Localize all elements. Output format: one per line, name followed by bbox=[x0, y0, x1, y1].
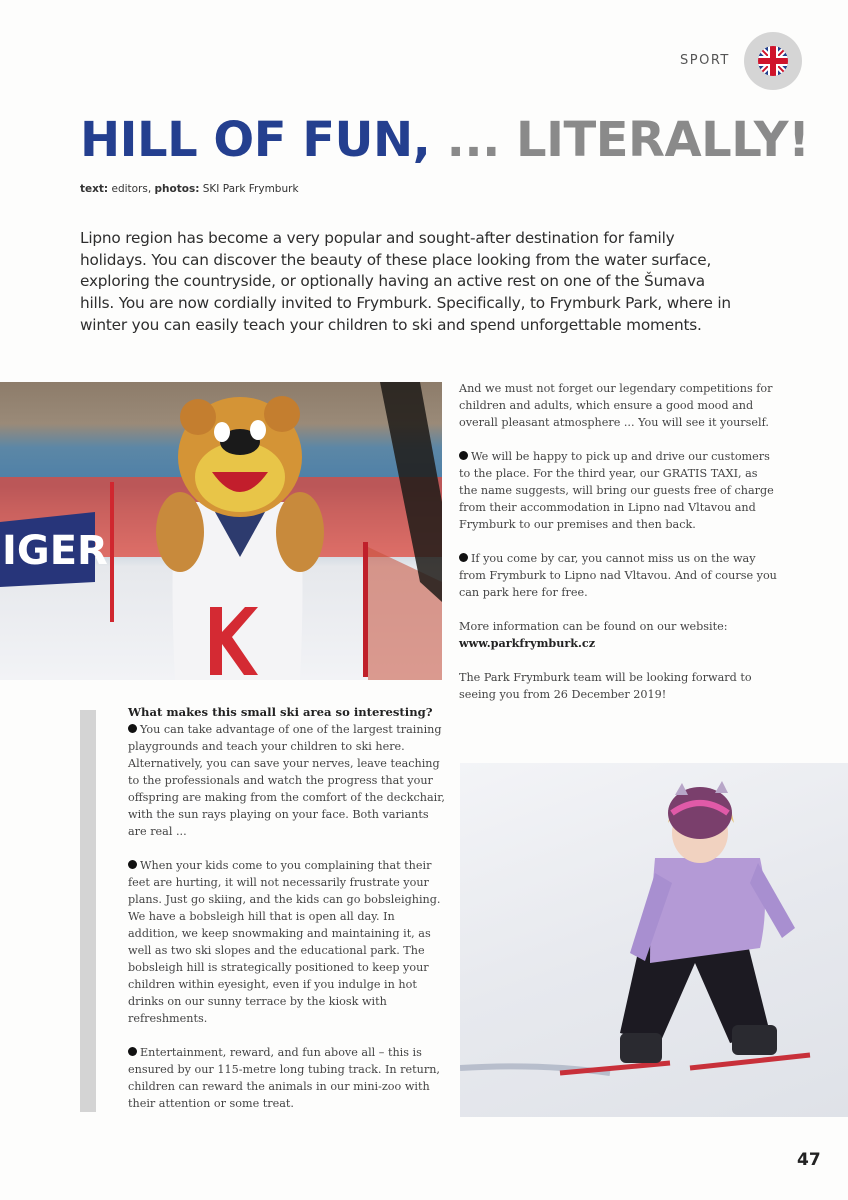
credits-text-value: editors, bbox=[108, 183, 155, 195]
mascot-illustration bbox=[0, 382, 442, 680]
website-link[interactable]: www.parkfrymburk.cz bbox=[459, 636, 596, 650]
language-switch-button[interactable] bbox=[744, 32, 802, 90]
bullet-paragraph bbox=[459, 448, 779, 533]
bullet-text: If you come by car, you cannot miss us on the way from Frymburk to Lipno nad Vltavou. And of course you can park here for free. bbox=[459, 552, 777, 599]
intro-paragraph: And we must not forget our legendary competitions for children and adults, which ensure a good mood and overall pleasant atmosphere ... You will see it yourself. bbox=[459, 382, 773, 429]
bullet-text: Entertainment, reward, and fun above all – this is ensured by our 115-metre long tubing track. In return, children can reward the animals in our mini-zoo with their attention or some treat. bbox=[128, 1046, 440, 1110]
bullet-icon bbox=[459, 451, 468, 460]
more-info-paragraph bbox=[459, 618, 779, 652]
title-secondary: ... LITERALLY! bbox=[446, 112, 810, 168]
uk-flag-icon bbox=[758, 46, 788, 76]
bullet-paragraph bbox=[128, 857, 448, 1027]
credits-photos-value: SKI Park Frymburk bbox=[199, 183, 299, 195]
credits-text-label: text: bbox=[80, 183, 109, 195]
bullet-paragraph bbox=[459, 550, 779, 601]
lead-paragraph: Lipno region has become a very popular and sought-after destination for family holidays. You can discover the beauty of these place looking from the water surface, exploring the countryside, or optionally having an active rest on one of the Šumava hills. You are now cordially invited to Frymburk. Specifically, to Frymburk Park, where in winter you can easily teach your children to ski and spend unforgettable moments. bbox=[80, 229, 731, 334]
more-info-text: More information can be found on our website: bbox=[459, 620, 728, 633]
page-number: 47 bbox=[797, 1150, 821, 1170]
child-skier-photo bbox=[460, 763, 848, 1117]
sidebar-heading: What makes this small ski area so interesting? bbox=[128, 705, 433, 719]
credits-photos-label: photos: bbox=[154, 183, 200, 195]
bullet-text: When your kids come to you complaining that their feet are hurting, it will not necessarily frustrate your plans. Just go skiing, and the kids can go bobsleighing. We have a bobsleigh hill that is open all day. In addition, we keep snowmaking and maintaining it, as well as two ski slopes and the educational park. The bobsleigh hill is strategically positioned to keep your children within eyesight, even if you indulge in hot drinks on our sunny terrace by the kiosk with refreshments. bbox=[128, 859, 441, 1025]
left-column bbox=[128, 704, 448, 1129]
bullet-icon bbox=[128, 724, 137, 733]
bullet-text: We will be happy to pick up and drive our customers to the place. For the third year, our GRATIS TAXI, as the name suggests, will bring our guests free of charge from their accommodation in Lipno nad Vltavou and Frymburk to our premises and then back. bbox=[459, 450, 774, 531]
title-primary: HILL OF FUN, bbox=[80, 112, 431, 168]
bullet-icon bbox=[128, 1047, 137, 1056]
article-title bbox=[80, 112, 809, 168]
bullet-text: You can take advantage of one of the largest training playgrounds and teach your children to ski here. Alternatively, you can save your nerves, leave teaching to the professionals and watch the progress that your offspring are making from the comfort of the deckchair, with the sun rays playing on your face. Both variants are real ... bbox=[128, 723, 445, 838]
closing-paragraph: The Park Frymburk team will be looking forward to seeing you from 26 December 2019! bbox=[459, 671, 752, 701]
section-label: SPORT bbox=[680, 53, 730, 68]
sidebar-accent-bar bbox=[80, 710, 96, 1112]
skier-illustration bbox=[460, 763, 848, 1117]
banner-text: IGER bbox=[2, 528, 108, 574]
bullet-paragraph bbox=[128, 721, 448, 840]
article-credits bbox=[80, 183, 299, 195]
right-column bbox=[459, 380, 779, 720]
bullet-icon bbox=[459, 553, 468, 562]
mascot-photo bbox=[0, 382, 442, 680]
bullet-paragraph bbox=[128, 1044, 448, 1112]
bullet-icon bbox=[128, 860, 137, 869]
